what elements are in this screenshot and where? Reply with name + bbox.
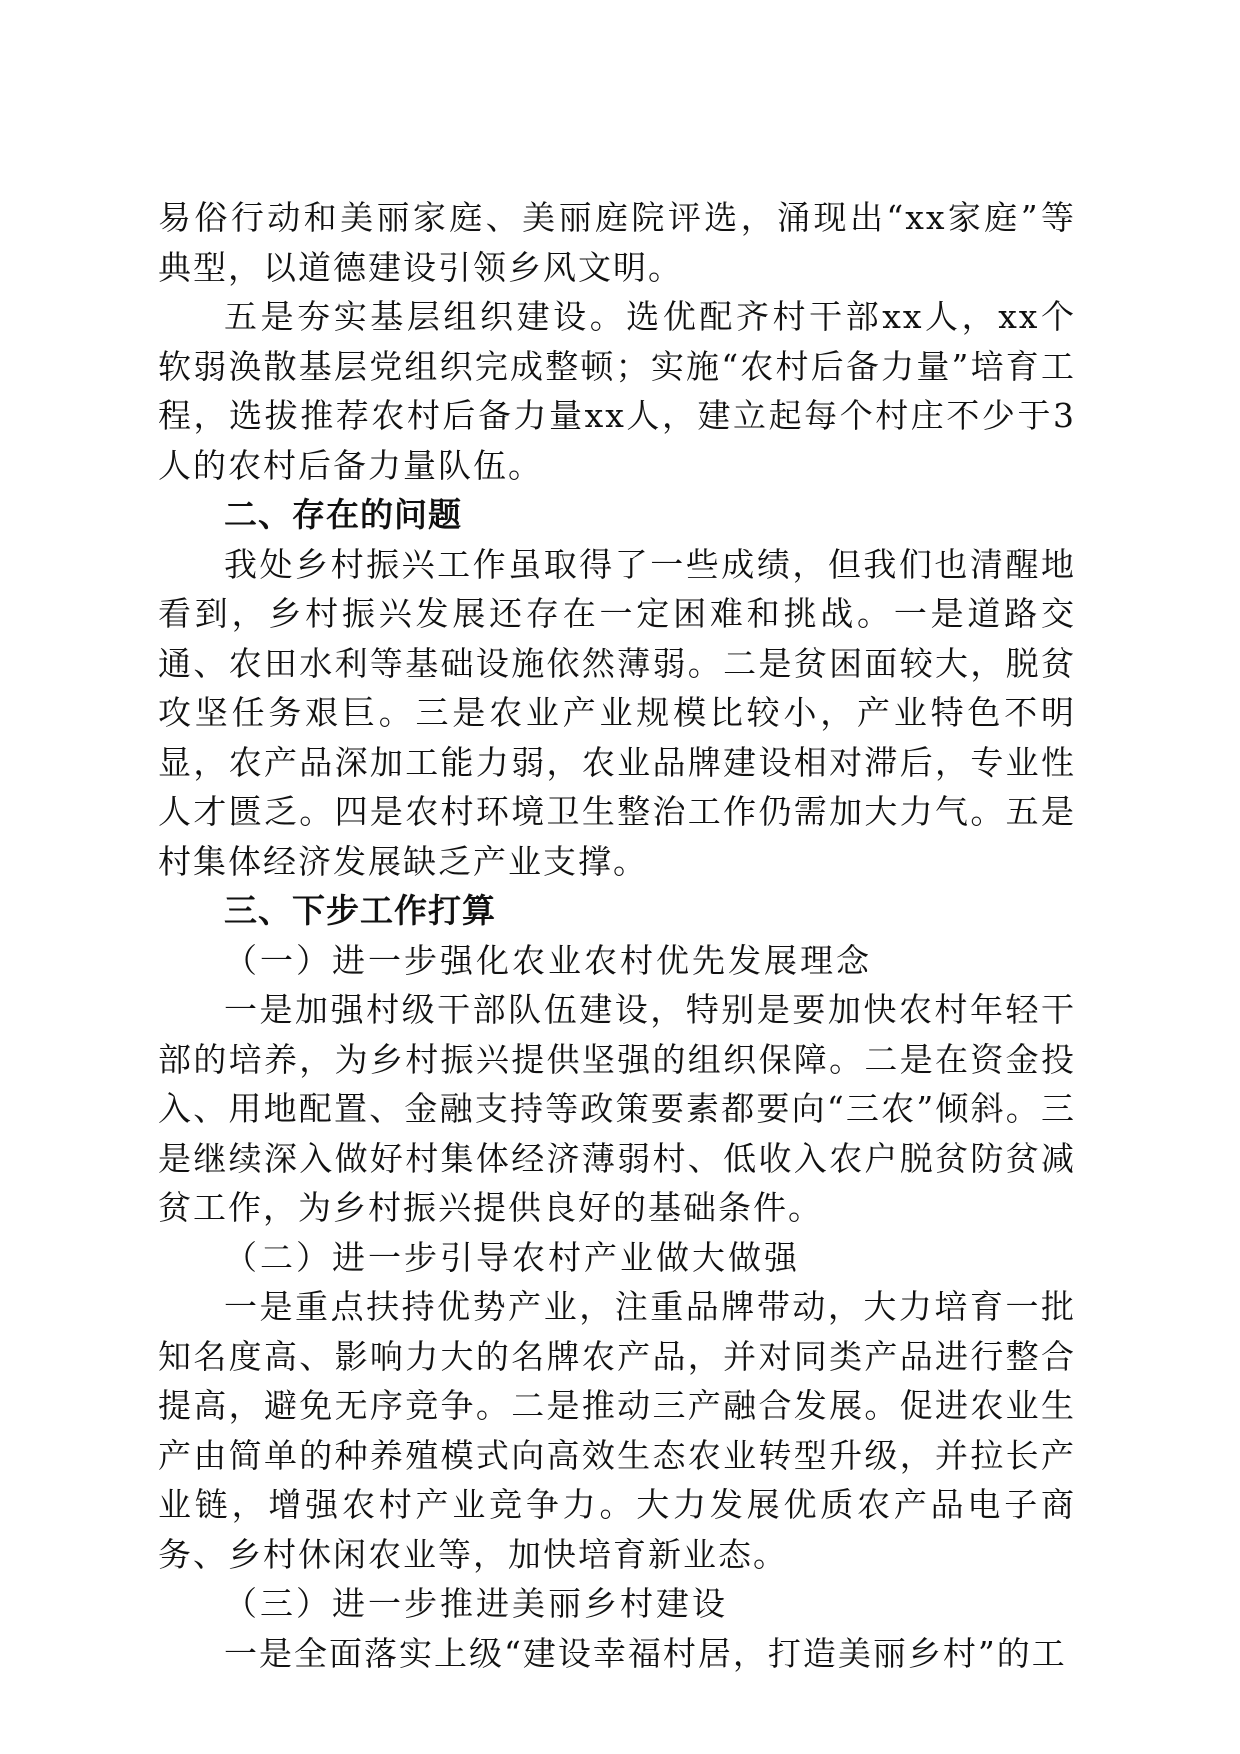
section-heading-problems: 二、存在的问题 bbox=[224, 495, 462, 534]
subheading-industry-growth: （二）进一步引导农村产业做大做强 bbox=[224, 1237, 800, 1277]
paragraph-continued: 易俗行动和美丽家庭、美丽庭院评选，涌现出“xx家庭”等典型，以道德建设引领乡风文明。 bbox=[158, 198, 1076, 287]
document-body bbox=[158, 193, 1076, 1678]
paragraph-industry-growth: 一是重点扶持优势产业，注重品牌带动，大力培育一批知名度高、影响力大的名牌农产品，并对同类产品进行整合提高，避免无序竞争。二是推动三产融合发展。促进农业生产由简单的种养殖模式向高效生态农业转型升级，并拉长产业链，增强农村产业竞争力。大力发展优质农产品电子商务、乡村休闲农业等，加快培育新业态。 bbox=[158, 1287, 1076, 1574]
paragraph-organization-building: 五是夯实基层组织建设。选优配齐村干部xx人，xx个软弱涣散基层党组织完成整顿；实施“农村后备力量”培育工程，选拔推荐农村后备力量xx人，建立起每个村庄不少于3人的农村后备力量队伍。 bbox=[158, 297, 1076, 485]
section-heading-next-steps: 三、下步工作打算 bbox=[224, 891, 496, 930]
paragraph-beautiful-village: 一是全面落实上级“建设幸福村居，打造美丽乡村”的工 bbox=[224, 1633, 1067, 1673]
subheading-beautiful-village: （三）进一步推进美丽乡村建设 bbox=[224, 1584, 728, 1623]
subheading-priority-development: （一）进一步强化农业农村优先发展理念 bbox=[224, 940, 872, 980]
paragraph-problems: 我处乡村振兴工作虽取得了一些成绩，但我们也清醒地看到，乡村振兴发展还存在一定困难和挑战。一是道路交通、农田水利等基础设施依然薄弱。二是贫困面较大，脱贫攻坚任务艰巨。三是农业产业规模比较小，产业特色不明显，农产品深加工能力弱，农业品牌建设相对滞后，专业性人才匮乏。四是农村环境卫生整治工作仍需加大力气。五是村集体经济发展缺乏产业支撑。 bbox=[158, 544, 1076, 881]
paragraph-priority-development: 一是加强村级干部队伍建设，特别是要加快农村年轻干部的培养，为乡村振兴提供坚强的组织保障。二是在资金投入、用地配置、金融支持等政策要素都要向“三农”倾斜。三是继续深入做好村集体经济薄弱村、低收入农户脱贫防贫减贫工作，为乡村振兴提供良好的基础条件。 bbox=[158, 990, 1076, 1227]
